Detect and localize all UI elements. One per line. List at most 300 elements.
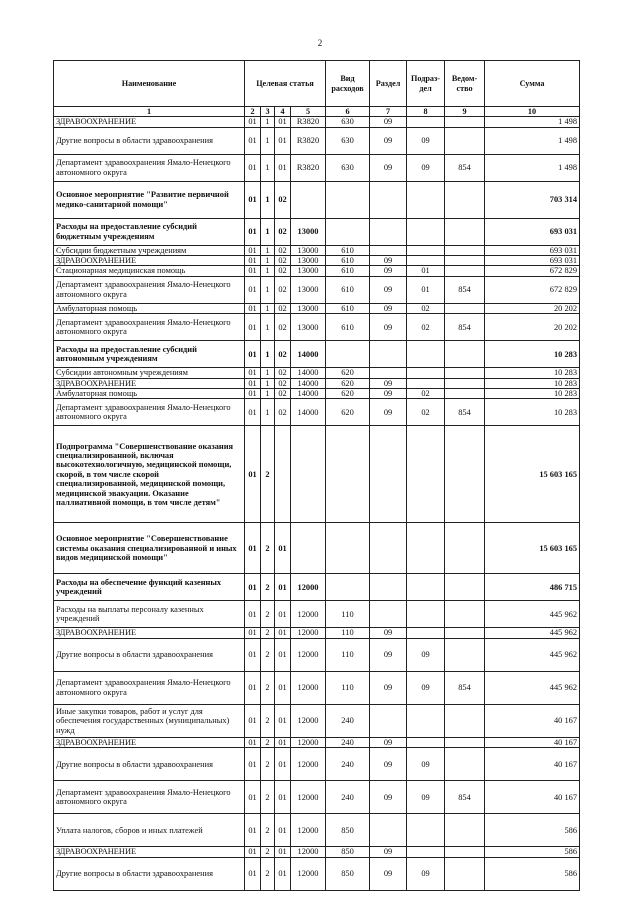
section-code-cell: 09 — [370, 276, 407, 303]
table-row — [54, 218, 580, 245]
expense-type-cell: 110 — [326, 601, 370, 628]
table-row — [54, 704, 580, 737]
expense-type-cell: 620 — [326, 399, 370, 426]
code-program-cell: 01 — [245, 523, 261, 574]
table-row — [54, 389, 580, 399]
expense-type-cell: 610 — [326, 276, 370, 303]
table-row — [54, 181, 580, 218]
code-direction-cell: 12000 — [291, 847, 326, 857]
subsection-code-cell — [407, 378, 445, 388]
department-code-cell — [445, 245, 485, 255]
department-code-cell — [445, 737, 485, 747]
code-program-cell: 01 — [245, 181, 261, 218]
code-activity-cell: 01 — [275, 671, 291, 704]
code-activity-cell: 01 — [275, 574, 291, 601]
code-program-cell: 01 — [245, 256, 261, 266]
row-name-cell: ЗДРАВООХРАНЕНИЕ — [54, 628, 245, 638]
department-code-cell — [445, 847, 485, 857]
amount-cell: 40 167 — [485, 781, 580, 814]
row-name-cell: ЗДРАВООХРАНЕНИЕ — [54, 847, 245, 857]
subsection-code-cell: 01 — [407, 276, 445, 303]
code-subprogram-cell: 1 — [261, 127, 275, 154]
code-subprogram-cell: 2 — [261, 574, 275, 601]
amount-cell: 1 498 — [485, 154, 580, 181]
section-code-cell: 09 — [370, 737, 407, 747]
table-row — [54, 303, 580, 313]
expense-type-cell: 850 — [326, 847, 370, 857]
expense-type-cell: 610 — [326, 245, 370, 255]
code-program-cell: 01 — [245, 748, 261, 781]
header-row — [54, 61, 580, 107]
row-name-cell: Другие вопросы в области здравоохранения — [54, 127, 245, 154]
section-code-cell: 09 — [370, 256, 407, 266]
code-subprogram-cell: 1 — [261, 341, 275, 368]
table-row — [54, 523, 580, 574]
subsection-code-cell: 02 — [407, 389, 445, 399]
subsection-code-cell — [407, 814, 445, 847]
amount-cell: 445 962 — [485, 628, 580, 638]
code-direction-cell: 13000 — [291, 303, 326, 313]
department-code-cell — [445, 303, 485, 313]
table-row — [54, 117, 580, 127]
code-activity-cell: 02 — [275, 218, 291, 245]
section-code-cell: 09 — [370, 399, 407, 426]
code-activity-cell: 02 — [275, 389, 291, 399]
column-number: 2 — [245, 107, 261, 117]
table-row — [54, 814, 580, 847]
code-direction-cell: R3820 — [291, 127, 326, 154]
subsection-code-cell — [407, 737, 445, 747]
row-name-cell: Подпрограмма "Совершенствование оказания специализированной, включая высокотехнологичную, медицинской помощи, скорой, в том числе скорой специализированной, медицинской помощи, медицинской эвакуации. Оказание паллиативной помощи, в том числе детям" — [54, 426, 245, 523]
code-direction-cell: R3820 — [291, 117, 326, 127]
code-subprogram-cell: 1 — [261, 314, 275, 341]
header-expense-type: Вид расходов — [326, 61, 370, 107]
row-name-cell: ЗДРАВООХРАНЕНИЕ — [54, 117, 245, 127]
expense-type-cell: 110 — [326, 628, 370, 638]
department-code-cell: 854 — [445, 276, 485, 303]
expense-type-cell: 850 — [326, 814, 370, 847]
code-program-cell: 01 — [245, 857, 261, 890]
code-activity-cell: 01 — [275, 857, 291, 890]
subsection-code-cell: 09 — [407, 857, 445, 890]
section-code-cell — [370, 814, 407, 847]
department-code-cell: 854 — [445, 399, 485, 426]
amount-cell: 693 031 — [485, 218, 580, 245]
code-program-cell: 01 — [245, 314, 261, 341]
code-activity-cell: 01 — [275, 127, 291, 154]
code-direction-cell: 12000 — [291, 628, 326, 638]
amount-cell: 10 283 — [485, 399, 580, 426]
section-code-cell: 09 — [370, 117, 407, 127]
code-program-cell: 01 — [245, 628, 261, 638]
code-subprogram-cell: 2 — [261, 737, 275, 747]
expense-type-cell: 620 — [326, 389, 370, 399]
column-number: 5 — [291, 107, 326, 117]
expense-type-cell — [326, 574, 370, 601]
subsection-code-cell — [407, 341, 445, 368]
code-activity-cell: 02 — [275, 303, 291, 313]
table-row — [54, 574, 580, 601]
code-subprogram-cell: 1 — [261, 117, 275, 127]
table-row — [54, 127, 580, 154]
code-subprogram-cell: 1 — [261, 218, 275, 245]
expense-type-cell — [326, 523, 370, 574]
row-name-cell: Основное мероприятие "Совершенствование системы оказания специализированной и иных видов медицинской помощи" — [54, 523, 245, 574]
code-direction-cell: 13000 — [291, 256, 326, 266]
code-activity-cell: 01 — [275, 781, 291, 814]
expense-type-cell: 110 — [326, 638, 370, 671]
subsection-code-cell — [407, 245, 445, 255]
code-subprogram-cell: 2 — [261, 781, 275, 814]
code-activity-cell: 02 — [275, 256, 291, 266]
code-activity-cell: 01 — [275, 847, 291, 857]
section-code-cell — [370, 601, 407, 628]
subsection-code-cell — [407, 847, 445, 857]
code-program-cell: 01 — [245, 671, 261, 704]
code-activity-cell: 02 — [275, 378, 291, 388]
row-name-cell: Департамент здравоохранения Ямало-Ненецкого автономного округа — [54, 314, 245, 341]
code-program-cell: 01 — [245, 389, 261, 399]
column-number: 1 — [54, 107, 245, 117]
code-activity-cell: 01 — [275, 117, 291, 127]
row-name-cell: Расходы на обеспечение функций казенных учреждений — [54, 574, 245, 601]
subsection-code-cell — [407, 574, 445, 601]
code-direction-cell: 13000 — [291, 218, 326, 245]
subsection-code-cell — [407, 181, 445, 218]
section-code-cell: 09 — [370, 638, 407, 671]
code-subprogram-cell: 2 — [261, 628, 275, 638]
subsection-code-cell: 02 — [407, 399, 445, 426]
expense-type-cell: 630 — [326, 154, 370, 181]
code-activity-cell: 01 — [275, 704, 291, 737]
row-name-cell: Другие вопросы в области здравоохранения — [54, 857, 245, 890]
section-code-cell — [370, 523, 407, 574]
code-subprogram-cell: 2 — [261, 814, 275, 847]
code-direction-cell — [291, 523, 326, 574]
subsection-code-cell — [407, 601, 445, 628]
column-number-row — [54, 107, 580, 117]
code-activity-cell: 02 — [275, 266, 291, 276]
table-row — [54, 245, 580, 255]
code-subprogram-cell: 1 — [261, 256, 275, 266]
section-code-cell — [370, 426, 407, 523]
row-name-cell: Стационарная медицинская помощь — [54, 266, 245, 276]
row-name-cell: Другие вопросы в области здравоохранения — [54, 748, 245, 781]
amount-cell: 1 498 — [485, 117, 580, 127]
row-name-cell: Субсидии бюджетным учреждениям — [54, 245, 245, 255]
department-code-cell — [445, 574, 485, 601]
code-program-cell: 01 — [245, 704, 261, 737]
department-code-cell — [445, 256, 485, 266]
subsection-code-cell: 09 — [407, 781, 445, 814]
section-code-cell: 09 — [370, 748, 407, 781]
section-code-cell — [370, 574, 407, 601]
row-name-cell: Амбулаторная помощь — [54, 303, 245, 313]
department-code-cell — [445, 266, 485, 276]
expense-type-cell: 610 — [326, 266, 370, 276]
section-code-cell: 09 — [370, 857, 407, 890]
column-number: 4 — [275, 107, 291, 117]
expense-type-cell: 240 — [326, 781, 370, 814]
expense-type-cell: 620 — [326, 378, 370, 388]
section-code-cell: 09 — [370, 671, 407, 704]
code-direction-cell: 12000 — [291, 781, 326, 814]
code-direction-cell: 13000 — [291, 314, 326, 341]
code-direction-cell — [291, 426, 326, 523]
expense-type-cell — [326, 218, 370, 245]
code-program-cell: 01 — [245, 378, 261, 388]
expense-type-cell: 110 — [326, 671, 370, 704]
row-name-cell: Расходы на предоставление субсидий автономным учреждениям — [54, 341, 245, 368]
code-activity-cell: 02 — [275, 314, 291, 341]
row-name-cell: Другие вопросы в области здравоохранения — [54, 638, 245, 671]
code-activity-cell: 02 — [275, 399, 291, 426]
department-code-cell — [445, 218, 485, 245]
code-program-cell: 01 — [245, 154, 261, 181]
code-subprogram-cell: 1 — [261, 303, 275, 313]
table-row — [54, 748, 580, 781]
subsection-code-cell — [407, 523, 445, 574]
amount-cell: 15 603 165 — [485, 523, 580, 574]
amount-cell: 586 — [485, 857, 580, 890]
amount-cell: 20 202 — [485, 314, 580, 341]
department-code-cell — [445, 127, 485, 154]
code-subprogram-cell: 2 — [261, 847, 275, 857]
row-name-cell: Департамент здравоохранения Ямало-Ненецкого автономного округа — [54, 671, 245, 704]
amount-cell: 672 829 — [485, 276, 580, 303]
code-program-cell: 01 — [245, 218, 261, 245]
subsection-code-cell: 09 — [407, 638, 445, 671]
code-direction-cell: 12000 — [291, 704, 326, 737]
expense-type-cell: 610 — [326, 256, 370, 266]
table-row — [54, 628, 580, 638]
subsection-code-cell: 09 — [407, 748, 445, 781]
table-row — [54, 426, 580, 523]
table-row — [54, 671, 580, 704]
section-code-cell: 09 — [370, 781, 407, 814]
section-code-cell — [370, 181, 407, 218]
section-code-cell — [370, 341, 407, 368]
code-subprogram-cell: 1 — [261, 245, 275, 255]
budget-table — [53, 60, 580, 891]
section-code-cell: 09 — [370, 628, 407, 638]
department-code-cell — [445, 378, 485, 388]
header-subsection: Подраз-дел — [407, 61, 445, 107]
code-activity-cell: 02 — [275, 276, 291, 303]
table-row — [54, 154, 580, 181]
amount-cell: 10 283 — [485, 378, 580, 388]
expense-type-cell: 240 — [326, 748, 370, 781]
code-subprogram-cell: 1 — [261, 266, 275, 276]
department-code-cell: 854 — [445, 671, 485, 704]
section-code-cell: 09 — [370, 389, 407, 399]
column-number: 9 — [445, 107, 485, 117]
code-activity-cell: 01 — [275, 154, 291, 181]
code-direction-cell — [291, 181, 326, 218]
department-code-cell — [445, 341, 485, 368]
code-activity-cell: 02 — [275, 245, 291, 255]
row-name-cell: Иные закупки товаров, работ и услуг для обеспечения государственных (муниципальных) нужд — [54, 704, 245, 737]
code-subprogram-cell: 2 — [261, 748, 275, 781]
code-direction-cell: 14000 — [291, 399, 326, 426]
department-code-cell — [445, 181, 485, 218]
row-name-cell: Уплата налогов, сборов и иных платежей — [54, 814, 245, 847]
department-code-cell: 854 — [445, 314, 485, 341]
code-direction-cell: 13000 — [291, 266, 326, 276]
code-activity-cell: 01 — [275, 737, 291, 747]
expense-type-cell: 610 — [326, 303, 370, 313]
column-number: 3 — [261, 107, 275, 117]
column-number: 8 — [407, 107, 445, 117]
table-row — [54, 314, 580, 341]
amount-cell: 40 167 — [485, 737, 580, 747]
code-activity-cell: 01 — [275, 523, 291, 574]
department-code-cell — [445, 704, 485, 737]
subsection-code-cell — [407, 256, 445, 266]
code-subprogram-cell: 1 — [261, 389, 275, 399]
amount-cell: 10 283 — [485, 341, 580, 368]
department-code-cell — [445, 117, 485, 127]
row-name-cell: Департамент здравоохранения Ямало-Ненецкого автономного округа — [54, 276, 245, 303]
table-row — [54, 638, 580, 671]
header-target-article: Целевая статья — [245, 61, 326, 107]
code-direction-cell: 14000 — [291, 378, 326, 388]
section-code-cell: 09 — [370, 154, 407, 181]
code-subprogram-cell: 2 — [261, 523, 275, 574]
code-program-cell: 01 — [245, 266, 261, 276]
header-department: Ведом-ство — [445, 61, 485, 107]
code-program-cell: 01 — [245, 399, 261, 426]
table-row — [54, 781, 580, 814]
expense-type-cell: 240 — [326, 704, 370, 737]
code-direction-cell: 12000 — [291, 814, 326, 847]
code-activity-cell: 01 — [275, 601, 291, 628]
subsection-code-cell: 09 — [407, 154, 445, 181]
department-code-cell — [445, 523, 485, 574]
expense-type-cell: 240 — [326, 737, 370, 747]
table-row — [54, 857, 580, 890]
code-program-cell: 01 — [245, 117, 261, 127]
expense-type-cell: 630 — [326, 127, 370, 154]
table-row — [54, 341, 580, 368]
code-direction-cell: 12000 — [291, 857, 326, 890]
expense-type-cell: 850 — [326, 857, 370, 890]
row-name-cell: Департамент здравоохранения Ямало-Ненецкого автономного округа — [54, 399, 245, 426]
code-program-cell: 01 — [245, 127, 261, 154]
code-subprogram-cell: 2 — [261, 704, 275, 737]
department-code-cell — [445, 628, 485, 638]
code-program-cell: 01 — [245, 638, 261, 671]
code-program-cell: 01 — [245, 601, 261, 628]
header-section: Раздел — [370, 61, 407, 107]
row-name-cell: Расходы на предоставление субсидий бюджетным учреждениям — [54, 218, 245, 245]
row-name-cell: ЗДРАВООХРАНЕНИЕ — [54, 378, 245, 388]
amount-cell: 703 314 — [485, 181, 580, 218]
code-activity-cell: 02 — [275, 341, 291, 368]
table-row — [54, 276, 580, 303]
amount-cell: 445 962 — [485, 601, 580, 628]
row-name-cell: Основное мероприятие "Развитие первичной медико-санитарной помощи" — [54, 181, 245, 218]
amount-cell: 10 283 — [485, 368, 580, 378]
amount-cell: 40 167 — [485, 704, 580, 737]
code-activity-cell: 01 — [275, 628, 291, 638]
section-code-cell: 09 — [370, 314, 407, 341]
section-code-cell: 09 — [370, 378, 407, 388]
row-name-cell: Департамент здравоохранения Ямало-Ненецкого автономного округа — [54, 154, 245, 181]
code-direction-cell: 13000 — [291, 245, 326, 255]
table-row — [54, 737, 580, 747]
code-program-cell: 01 — [245, 426, 261, 523]
subsection-code-cell — [407, 368, 445, 378]
section-code-cell: 09 — [370, 847, 407, 857]
code-program-cell: 01 — [245, 303, 261, 313]
subsection-code-cell — [407, 218, 445, 245]
code-activity-cell: 01 — [275, 748, 291, 781]
amount-cell: 15 603 165 — [485, 426, 580, 523]
page-number: 2 — [317, 38, 323, 48]
department-code-cell — [445, 814, 485, 847]
code-subprogram-cell: 1 — [261, 154, 275, 181]
code-subprogram-cell: 2 — [261, 638, 275, 671]
expense-type-cell: 610 — [326, 314, 370, 341]
subsection-code-cell — [407, 117, 445, 127]
column-number: 7 — [370, 107, 407, 117]
code-direction-cell: 12000 — [291, 748, 326, 781]
section-code-cell — [370, 245, 407, 255]
header-amount: Сумма — [485, 61, 580, 107]
department-code-cell — [445, 857, 485, 890]
code-program-cell: 01 — [245, 574, 261, 601]
code-subprogram-cell: 1 — [261, 181, 275, 218]
expense-type-cell — [326, 426, 370, 523]
code-direction-cell: 14000 — [291, 341, 326, 368]
code-direction-cell: 14000 — [291, 389, 326, 399]
amount-cell: 20 202 — [485, 303, 580, 313]
code-program-cell: 01 — [245, 341, 261, 368]
table-row — [54, 256, 580, 266]
row-name-cell: Расходы на выплаты персоналу казенных учреждений — [54, 601, 245, 628]
department-code-cell: 854 — [445, 781, 485, 814]
code-direction-cell: 12000 — [291, 601, 326, 628]
section-code-cell — [370, 368, 407, 378]
department-code-cell — [445, 368, 485, 378]
expense-type-cell — [326, 181, 370, 218]
amount-cell: 486 715 — [485, 574, 580, 601]
department-code-cell — [445, 638, 485, 671]
table-row — [54, 378, 580, 388]
amount-cell: 672 829 — [485, 266, 580, 276]
code-subprogram-cell: 2 — [261, 426, 275, 523]
table-row — [54, 847, 580, 857]
code-activity-cell: 01 — [275, 814, 291, 847]
column-number: 10 — [485, 107, 580, 117]
department-code-cell: 854 — [445, 154, 485, 181]
code-activity-cell: 02 — [275, 368, 291, 378]
section-code-cell: 09 — [370, 266, 407, 276]
amount-cell: 445 962 — [485, 671, 580, 704]
table-row — [54, 601, 580, 628]
amount-cell: 1 498 — [485, 127, 580, 154]
code-subprogram-cell: 1 — [261, 276, 275, 303]
expense-type-cell: 630 — [326, 117, 370, 127]
table-row — [54, 399, 580, 426]
code-subprogram-cell: 2 — [261, 671, 275, 704]
code-activity-cell: 02 — [275, 181, 291, 218]
code-direction-cell: 12000 — [291, 671, 326, 704]
code-subprogram-cell: 1 — [261, 399, 275, 426]
amount-cell: 693 031 — [485, 245, 580, 255]
code-direction-cell: 13000 — [291, 276, 326, 303]
